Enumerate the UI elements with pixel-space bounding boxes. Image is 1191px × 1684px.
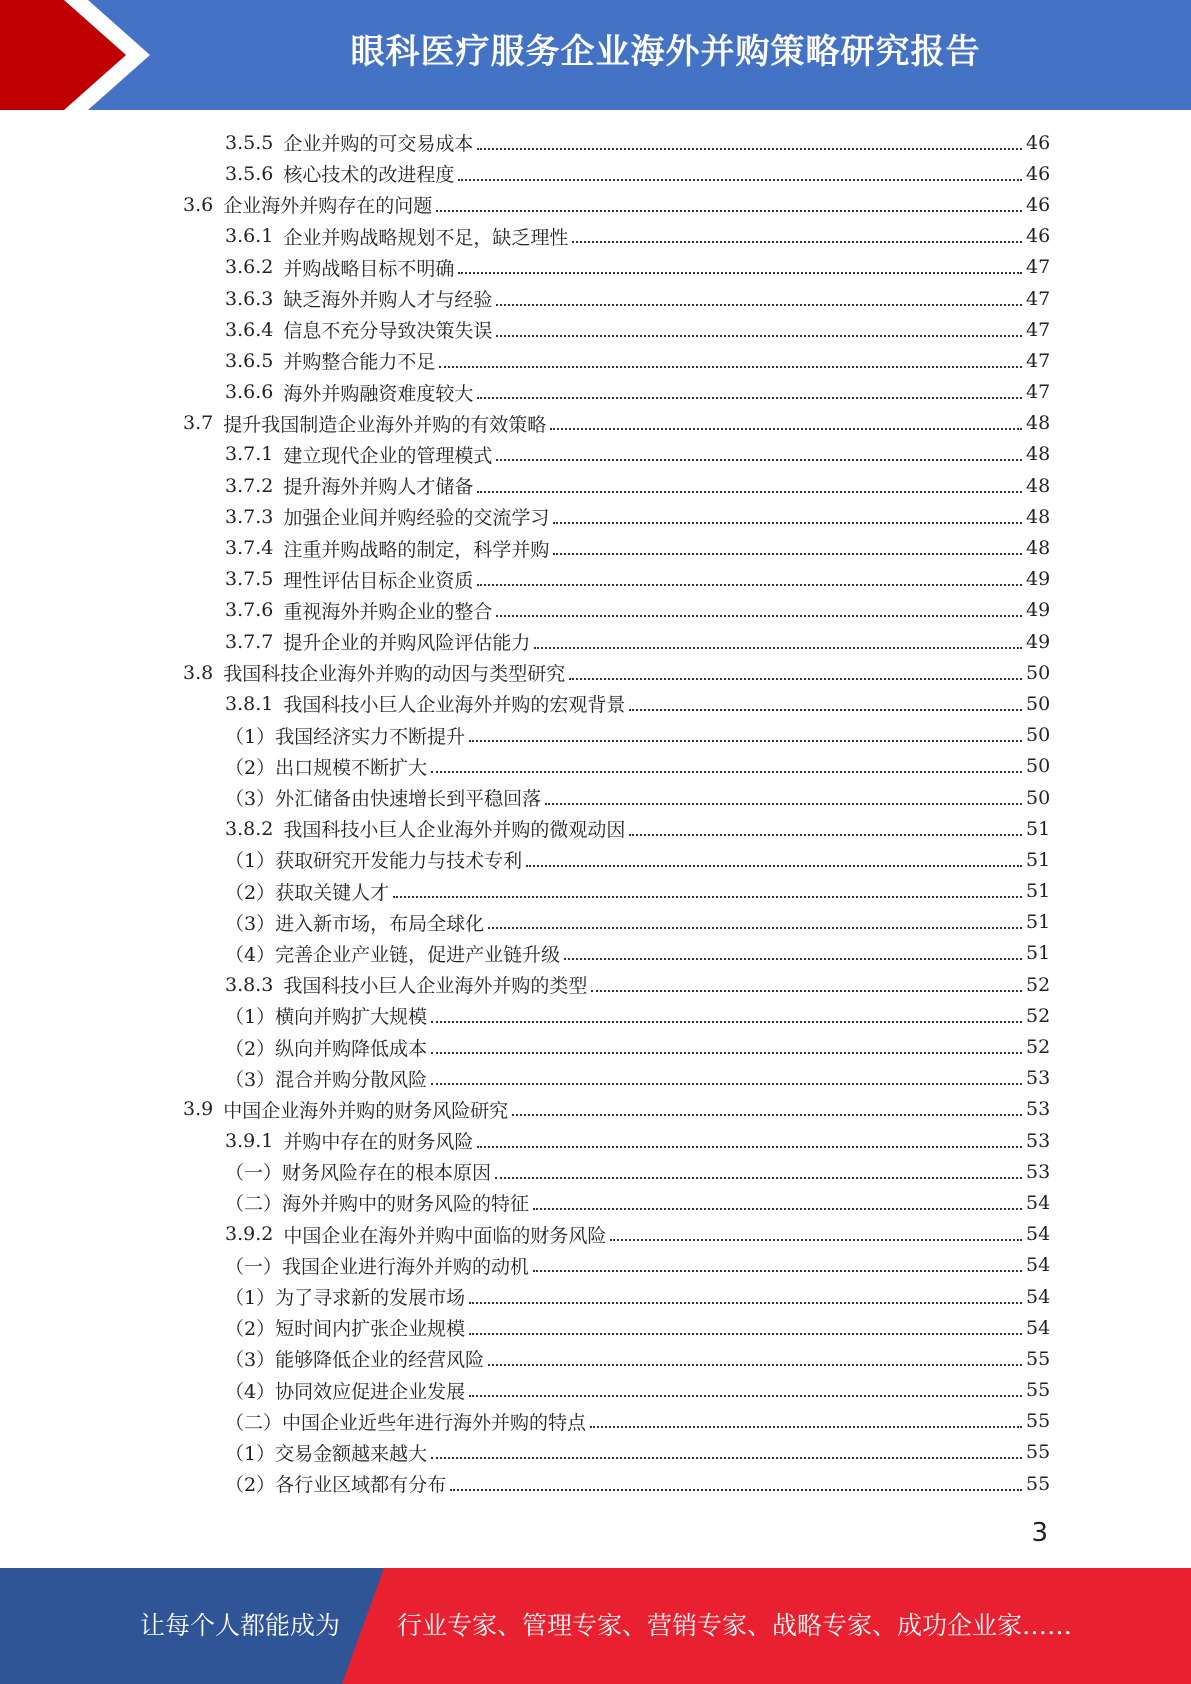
- toc-entry-page: 49: [1026, 599, 1051, 622]
- toc-entry-number: 3.7.4: [225, 537, 274, 560]
- toc-entry-title: 我国经济实力不断提升: [275, 725, 466, 748]
- toc-entry-number: 3.8: [183, 661, 214, 684]
- toc-entry[interactable]: [0, 1468, 1191, 1499]
- toc-entry-page: 50: [1026, 786, 1051, 809]
- toc-entry-page: 51: [1026, 817, 1051, 840]
- toc-entry-title: 加强企业间并购经验的交流学习: [283, 507, 550, 530]
- toc-entry-title: 建立现代企业的管理模式: [283, 444, 493, 467]
- toc-entry[interactable]: [0, 377, 1191, 408]
- toc-entry-number: （二）: [225, 1193, 283, 1216]
- toc-entry-title: 并购整合能力不足: [283, 351, 436, 374]
- toc-dot-leader: [469, 1333, 1022, 1335]
- toc-dot-leader: [553, 553, 1022, 555]
- toc-entry-title: 进入新市场，布局全球化: [275, 912, 485, 935]
- toc-entry[interactable]: [0, 158, 1191, 189]
- toc-dot-leader: [477, 1146, 1022, 1148]
- toc-dot-leader: [436, 210, 1022, 212]
- toc-entry[interactable]: [0, 1219, 1191, 1250]
- toc-entry-title: 各行业区域都有分布: [275, 1474, 447, 1497]
- toc-entry-page: 50: [1026, 724, 1051, 747]
- toc-entry-title: 企业并购战略规划不足，缺乏理性: [283, 226, 569, 249]
- toc-entry-title: 缺乏海外并购人才与经验: [283, 289, 493, 312]
- toc-entry[interactable]: [0, 1031, 1191, 1062]
- toc-entry-page: 48: [1026, 537, 1051, 560]
- toc-entry[interactable]: [0, 782, 1191, 813]
- toc-entry-title: 海外并购融资难度较大: [283, 382, 474, 405]
- toc-dot-leader: [534, 647, 1022, 649]
- toc-entry[interactable]: [0, 688, 1191, 719]
- toc-entry-title: 信息不充分导致决策失误: [283, 320, 493, 343]
- toc-entry-number: 3.7.7: [225, 630, 274, 653]
- toc-dot-leader: [610, 1239, 1022, 1241]
- toc-dot-leader: [393, 896, 1022, 898]
- toc-entry[interactable]: [0, 221, 1191, 252]
- toc-entry[interactable]: [0, 1000, 1191, 1031]
- toc-entry-page: 46: [1026, 131, 1051, 154]
- toc-entry-page: 48: [1026, 443, 1051, 466]
- toc-dot-leader: [488, 1364, 1022, 1366]
- toc-entry-title: 企业海外并购存在的问题: [223, 195, 433, 218]
- toc-dot-leader: [629, 834, 1022, 836]
- toc-dot-leader: [431, 1052, 1022, 1054]
- toc-entry-page: 54: [1026, 1191, 1051, 1214]
- toc-entry[interactable]: [0, 189, 1191, 220]
- toc-entry[interactable]: [0, 813, 1191, 844]
- toc-entry[interactable]: [0, 532, 1191, 563]
- toc-entry-title: 我国科技小巨人企业海外并购的宏观背景: [283, 694, 626, 717]
- toc-entry-page: 52: [1026, 973, 1051, 996]
- toc-entry-number: 3.6.5: [225, 349, 274, 372]
- toc-entry[interactable]: [0, 626, 1191, 657]
- toc-entry-page: 47: [1026, 349, 1051, 372]
- toc-entry-title: 为了寻求新的发展市场: [275, 1287, 466, 1310]
- toc-entry[interactable]: [0, 720, 1191, 751]
- toc-entry-number: 3.7.6: [225, 599, 274, 622]
- toc-dot-leader: [545, 803, 1022, 805]
- toc-entry-page: 55: [1026, 1472, 1051, 1495]
- toc-entry-page: 55: [1026, 1410, 1051, 1433]
- toc-entry-page: 50: [1026, 661, 1051, 684]
- toc-entry-number: （2）: [225, 881, 276, 904]
- toc-entry[interactable]: [0, 314, 1191, 345]
- toc-dot-leader: [569, 678, 1022, 680]
- toc-entry-title: 中国企业近些年进行海外并购的特点: [282, 1411, 587, 1434]
- toc-dot-leader: [496, 459, 1022, 461]
- toc-entry[interactable]: [0, 1250, 1191, 1281]
- toc-entry-number: （3）: [225, 1349, 276, 1372]
- toc-entry-title: 并购中存在的财务风险: [283, 1131, 474, 1154]
- toc-entry-number: （1）: [225, 725, 276, 748]
- toc-entry-number: （1）: [225, 850, 276, 873]
- toc-entry-title: 海外并购中的财务风险的特征: [282, 1193, 530, 1216]
- toc-entry[interactable]: [0, 969, 1191, 1000]
- toc-entry-page: 48: [1026, 505, 1051, 528]
- toc-entry-title: 获取研究开发能力与技术专利: [275, 850, 523, 873]
- toc-entry[interactable]: [0, 844, 1191, 875]
- toc-entry-number: 3.7.1: [225, 443, 274, 466]
- toc-entry-title: 提升企业的并购风险评估能力: [283, 632, 531, 655]
- toc-entry[interactable]: [0, 127, 1191, 158]
- toc-entry-number: （一）: [225, 1255, 283, 1278]
- toc-entry-title: 提升海外并购人才储备: [283, 476, 474, 499]
- toc-entry-title: 我国科技企业海外并购的动因与类型研究: [223, 663, 566, 686]
- toc-dot-leader: [496, 304, 1022, 306]
- toc-entry-number: 3.5.6: [225, 162, 274, 185]
- toc-entry[interactable]: [0, 501, 1191, 532]
- toc-entry-number: 3.8.3: [225, 973, 274, 996]
- toc-entry-number: 3.6.6: [225, 381, 274, 404]
- toc-entry[interactable]: [0, 1406, 1191, 1437]
- toc-entry-number: 3.7.2: [225, 474, 274, 497]
- toc-entry-title: 能够降低企业的经营风险: [275, 1349, 485, 1372]
- toc-entry[interactable]: [0, 657, 1191, 688]
- toc-entry-title: 混合并购分散风险: [275, 1068, 428, 1091]
- toc-entry-number: （4）: [225, 943, 276, 966]
- toc-dot-leader: [469, 1302, 1022, 1304]
- toc-entry-title: 理性评估目标企业资质: [283, 569, 474, 592]
- toc-entry-number: （一）: [225, 1162, 283, 1185]
- toc-dot-leader: [553, 522, 1022, 524]
- toc-entry-title: 中国企业海外并购的财务风险研究: [223, 1099, 509, 1122]
- toc-entry-number: （2）: [225, 1474, 276, 1497]
- toc-dot-leader: [533, 1208, 1022, 1210]
- toc-dot-leader: [533, 1270, 1022, 1272]
- toc-entry-title: 财务风险存在的根本原因: [282, 1162, 492, 1185]
- toc-entry-number: 3.9.2: [225, 1223, 274, 1246]
- toc-entry-page: 54: [1026, 1285, 1051, 1308]
- toc-entry-title: 核心技术的改进程度: [283, 164, 455, 187]
- toc-dot-leader: [564, 958, 1022, 960]
- toc-entry-number: （3）: [225, 1068, 276, 1091]
- toc-entry-page: 55: [1026, 1379, 1051, 1402]
- toc-dot-leader: [477, 491, 1022, 493]
- toc-dot-leader: [439, 366, 1022, 368]
- toc-entry-page: 51: [1026, 911, 1051, 934]
- toc-entry[interactable]: [0, 1343, 1191, 1374]
- toc-dot-leader: [496, 615, 1022, 617]
- page-header: [0, 0, 1191, 110]
- toc-entry-page: 47: [1026, 256, 1051, 279]
- toc-entry-page: 53: [1026, 1098, 1051, 1121]
- toc-entry-number: （1）: [225, 1006, 276, 1029]
- toc-entry[interactable]: [0, 876, 1191, 907]
- toc-entry[interactable]: [0, 345, 1191, 376]
- toc-entry-number: 3.7: [183, 412, 214, 435]
- toc-entry-page: 50: [1026, 692, 1051, 715]
- toc-entry[interactable]: [0, 1187, 1191, 1218]
- toc-entry[interactable]: [0, 564, 1191, 595]
- footer-slogan-right: 行业专家、管理专家、营销专家、战略专家、成功企业家……: [397, 1611, 1073, 1640]
- toc-entry[interactable]: [0, 408, 1191, 439]
- toc-entry-page: 49: [1026, 630, 1051, 653]
- toc-entry[interactable]: [0, 283, 1191, 314]
- toc-entry-number: 3.6.1: [225, 225, 274, 248]
- toc-entry-number: （3）: [225, 788, 276, 811]
- toc-entry-number: （2）: [225, 1318, 276, 1341]
- toc-entry-title: 纵向并购降低成本: [275, 1037, 428, 1060]
- toc-dot-leader: [496, 335, 1022, 337]
- toc-entry-page: 51: [1026, 880, 1051, 903]
- toc-dot-leader: [469, 1395, 1022, 1397]
- toc-entry-title: 完善企业产业链，促进产业链升级: [275, 943, 561, 966]
- page-footer: [0, 1568, 1191, 1684]
- toc-entry-number: （4）: [225, 1380, 276, 1403]
- table-of-contents: [0, 127, 1191, 1499]
- toc-entry-page: 50: [1026, 755, 1051, 778]
- toc-entry-page: 53: [1026, 1067, 1051, 1090]
- toc-entry-title: 企业并购的可交易成本: [283, 133, 474, 156]
- toc-entry-number: 3.9.1: [225, 1129, 274, 1152]
- toc-entry[interactable]: [0, 1125, 1191, 1156]
- toc-entry-number: （2）: [225, 756, 276, 779]
- toc-entry-title: 重视海外并购企业的整合: [283, 600, 493, 623]
- toc-entry-title: 注重并购战略的制定，科学并购: [283, 538, 550, 561]
- toc-dot-leader: [477, 584, 1022, 586]
- toc-dot-leader: [477, 397, 1022, 399]
- toc-entry-page: 48: [1026, 412, 1051, 435]
- toc-dot-leader: [450, 1489, 1022, 1491]
- toc-dot-leader: [458, 179, 1022, 181]
- toc-entry[interactable]: [0, 470, 1191, 501]
- toc-entry-page: 47: [1026, 287, 1051, 310]
- toc-dot-leader: [458, 272, 1022, 274]
- toc-entry-number: （1）: [225, 1442, 276, 1465]
- page-number: 3: [1031, 1518, 1048, 1548]
- toc-dot-leader: [488, 927, 1022, 929]
- toc-entry-number: 3.8.1: [225, 692, 274, 715]
- toc-entry-page: 54: [1026, 1254, 1051, 1277]
- toc-entry-page: 54: [1026, 1223, 1051, 1246]
- toc-entry-number: 3.6.2: [225, 256, 274, 279]
- toc-dot-leader: [477, 148, 1022, 150]
- toc-entry-title: 获取关键人才: [275, 881, 390, 904]
- toc-entry[interactable]: [0, 439, 1191, 470]
- toc-entry[interactable]: [0, 1437, 1191, 1468]
- toc-dot-leader: [572, 241, 1022, 243]
- toc-entry-number: 3.6.4: [225, 318, 274, 341]
- toc-entry-title: 协同效应促进企业发展: [275, 1380, 466, 1403]
- toc-entry[interactable]: [0, 1063, 1191, 1094]
- toc-entry[interactable]: [0, 751, 1191, 782]
- toc-dot-leader: [431, 771, 1022, 773]
- toc-entry-number: （二）: [225, 1411, 283, 1434]
- toc-entry-page: 51: [1026, 942, 1051, 965]
- toc-entry-page: 46: [1026, 225, 1051, 248]
- toc-entry-page: 48: [1026, 474, 1051, 497]
- toc-entry[interactable]: [0, 907, 1191, 938]
- page-title: 眼科医疗服务企业海外并购策略研究报告: [350, 32, 981, 72]
- toc-entry[interactable]: [0, 252, 1191, 283]
- toc-entry-number: 3.7.3: [225, 505, 274, 528]
- toc-entry-page: 46: [1026, 162, 1051, 185]
- toc-entry[interactable]: [0, 1094, 1191, 1125]
- toc-entry[interactable]: [0, 938, 1191, 969]
- toc-entry-page: 47: [1026, 381, 1051, 404]
- toc-entry-page: 54: [1026, 1316, 1051, 1339]
- toc-entry-number: 3.9: [183, 1098, 214, 1121]
- toc-entry-title: 交易金额越来越大: [275, 1442, 428, 1465]
- toc-dot-leader: [550, 428, 1022, 430]
- toc-entry-number: 3.6: [183, 193, 214, 216]
- toc-entry-page: 51: [1026, 848, 1051, 871]
- toc-entry-number: （3）: [225, 912, 276, 935]
- toc-entry[interactable]: [0, 1281, 1191, 1312]
- toc-entry-title: 短时间内扩张企业规模: [275, 1318, 466, 1341]
- toc-dot-leader: [431, 1021, 1022, 1023]
- toc-entry-title: 并购战略目标不明确: [283, 257, 455, 280]
- toc-dot-leader: [512, 1114, 1022, 1116]
- toc-entry-page: 52: [1026, 1004, 1051, 1027]
- toc-entry-number: 3.5.5: [225, 131, 274, 154]
- toc-dot-leader: [629, 709, 1022, 711]
- toc-entry-number: 3.8.2: [225, 817, 274, 840]
- toc-entry-title: 横向并购扩大规模: [275, 1006, 428, 1029]
- toc-dot-leader: [431, 1083, 1022, 1085]
- toc-entry[interactable]: [0, 595, 1191, 626]
- toc-entry-page: 55: [1026, 1347, 1051, 1370]
- toc-entry-page: 53: [1026, 1160, 1051, 1183]
- toc-entry-title: 我国企业进行海外并购的动机: [282, 1255, 530, 1278]
- toc-entry-title: 中国企业在海外并购中面临的财务风险: [283, 1224, 607, 1247]
- toc-entry-page: 55: [1026, 1441, 1051, 1464]
- toc-entry-title: 外汇储备由快速增长到平稳回落: [275, 788, 542, 811]
- toc-dot-leader: [495, 1177, 1022, 1179]
- toc-entry-title: 我国科技小巨人企业海外并购的类型: [283, 975, 588, 998]
- toc-entry-page: 49: [1026, 568, 1051, 591]
- toc-entry-title: 我国科技小巨人企业海外并购的微观动因: [283, 819, 626, 842]
- toc-entry-number: 3.7.5: [225, 568, 274, 591]
- toc-dot-leader: [469, 740, 1022, 742]
- toc-dot-leader: [591, 990, 1022, 992]
- toc-entry-page: 52: [1026, 1036, 1051, 1059]
- toc-entry-number: （1）: [225, 1287, 276, 1310]
- toc-entry-page: 46: [1026, 193, 1051, 216]
- toc-entry-page: 53: [1026, 1129, 1051, 1152]
- toc-entry-number: （2）: [225, 1037, 276, 1060]
- toc-entry[interactable]: [0, 1312, 1191, 1343]
- toc-entry-title: 提升我国制造企业海外并购的有效策略: [223, 413, 547, 436]
- footer-slogan-left: 让每个人都能成为: [140, 1611, 341, 1640]
- toc-dot-leader: [590, 1426, 1022, 1428]
- toc-entry-title: 出口规模不断扩大: [275, 756, 428, 779]
- toc-dot-leader: [526, 865, 1022, 867]
- toc-entry-number: 3.6.3: [225, 287, 274, 310]
- toc-entry[interactable]: [0, 1375, 1191, 1406]
- toc-entry[interactable]: [0, 1156, 1191, 1187]
- toc-entry-page: 47: [1026, 318, 1051, 341]
- toc-dot-leader: [431, 1457, 1022, 1459]
